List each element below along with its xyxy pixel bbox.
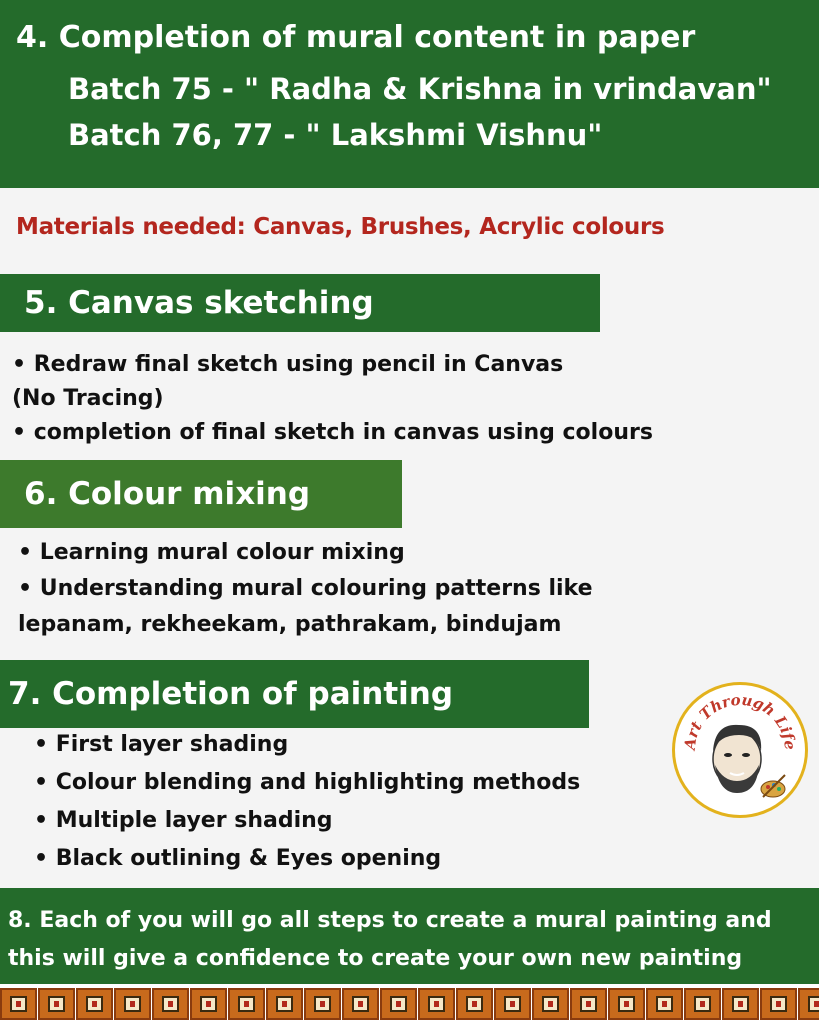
section-4-batch-76-77: Batch 76, 77 - " Lakshmi Vishnu" [68, 118, 603, 152]
section-6-heading: 6. Colour mixing [0, 460, 402, 528]
section-7-item: • Colour blending and highlighting methods [34, 770, 581, 795]
border-tile-icon [228, 988, 265, 1020]
border-tile-icon [722, 988, 759, 1020]
section-5-item: (No Tracing) [12, 386, 164, 411]
border-tile-icon [608, 988, 645, 1020]
footer-block [0, 888, 819, 984]
border-tile-icon [342, 988, 379, 1020]
border-tile-icon [152, 988, 189, 1020]
border-tile-icon [532, 988, 569, 1020]
section-5-heading: 5. Canvas sketching [0, 274, 600, 332]
section-7-item: • Black outlining & Eyes opening [34, 846, 442, 871]
section-5-item: • completion of final sketch in canvas using colours [12, 420, 653, 445]
decorative-border-strip [0, 984, 819, 1024]
border-tile-icon [570, 988, 607, 1020]
artist-portrait-logo-icon [672, 682, 808, 818]
logo-svg [675, 685, 805, 815]
logo-text: Art Through Life [680, 690, 800, 751]
border-tile-icon [760, 988, 797, 1020]
materials-needed: Materials needed: Canvas, Brushes, Acrylic colours [16, 214, 665, 240]
section-7-heading: 7. Completion of painting [0, 660, 589, 728]
section-8-line-1: 8. Each of you will go all steps to create a mural painting and [8, 908, 772, 933]
section-7-item: • Multiple layer shading [34, 808, 333, 833]
section-7-item: • First layer shading [34, 732, 289, 757]
border-tile-icon [380, 988, 417, 1020]
border-tile-icon [646, 988, 683, 1020]
border-tile-icon [304, 988, 341, 1020]
section-4-batch-75: Batch 75 - " Radha & Krishna in vrindavan" [68, 72, 772, 106]
border-tile-icon [76, 988, 113, 1020]
header-block [0, 0, 819, 188]
section-4-title: 4. Completion of mural content in paper [16, 20, 696, 55]
border-tile-icon [494, 988, 531, 1020]
border-tile-icon [38, 988, 75, 1020]
section-6-item: lepanam, rekheekam, pathrakam, bindujam [18, 612, 562, 637]
border-tile-icon [190, 988, 227, 1020]
section-8-line-2: this will give a confidence to create your own new painting [8, 946, 743, 971]
border-tile-icon [798, 988, 819, 1020]
section-5-item: • Redraw final sketch using pencil in Canvas [12, 352, 564, 377]
border-tile-icon [266, 988, 303, 1020]
border-tile-icon [114, 988, 151, 1020]
section-6-item: • Understanding mural colouring patterns like [18, 576, 593, 601]
section-6-item: • Learning mural colour mixing [18, 540, 405, 565]
border-tile-icon [684, 988, 721, 1020]
border-tile-icon [418, 988, 455, 1020]
border-tile-icon [456, 988, 493, 1020]
border-tile-icon [0, 988, 37, 1020]
